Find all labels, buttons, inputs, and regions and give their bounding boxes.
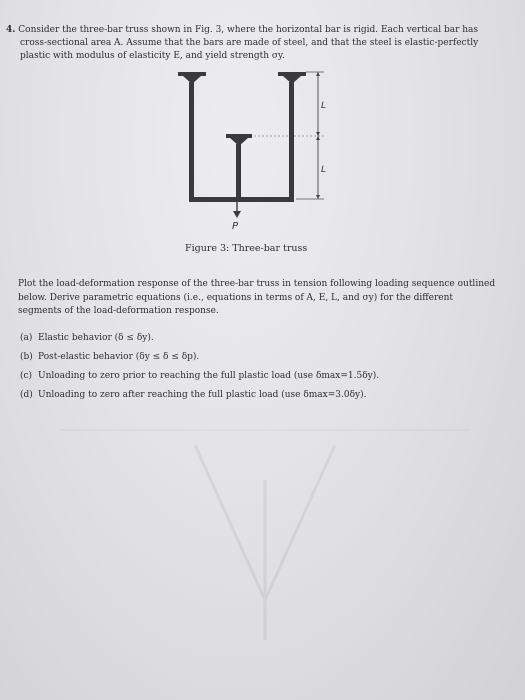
item-text: Unloading to zero after reaching the full plastic load (use δmax=3.0δy).: [38, 390, 367, 400]
task-line-3: segments of the load-deformation response.: [18, 306, 219, 316]
problem-line-1: [6, 24, 512, 37]
problem-text-1: Consider the three-bar truss shown in Fig. 3, where the horizontal bar is rigid. Each vertical bar has: [18, 25, 479, 35]
load-arrow: [233, 202, 241, 218]
length-label-top: L: [321, 101, 327, 111]
task-items-list: [20, 329, 500, 405]
task-line-1: Plot the load-deformation response of the three-bar truss in tension following loading sequence outlined: [18, 279, 496, 289]
problem-statement: [6, 24, 512, 63]
list-item: [20, 329, 500, 348]
three-bar-truss-figure: [168, 60, 338, 230]
item-tag: (d): [20, 390, 33, 400]
list-item: [20, 367, 500, 386]
list-item: [20, 386, 500, 405]
right-bar: [289, 82, 294, 200]
left-bar: [189, 82, 194, 200]
item-tag: (a): [20, 333, 33, 343]
item-tag: (b): [20, 352, 33, 362]
problem-number: 4.: [6, 25, 16, 35]
list-item: [20, 348, 500, 367]
problem-line-2: cross-sectional area A. Assume that the bars are made of steel, and that the steel is elastic-perfectly: [20, 38, 479, 48]
item-text: Unloading to zero prior to reaching the full plastic load (use δmax=1.5δy).: [38, 371, 380, 381]
task-line-2: below. Derive parametric equations (i.e., equations in terms of A, E, L, and σy) for the different: [18, 292, 454, 303]
rigid-bar: [189, 197, 294, 202]
middle-bar: [236, 144, 241, 200]
item-text: Post-elastic behavior (δy ≤ δ ≤ δp).: [38, 352, 200, 362]
task-statement: [18, 278, 512, 319]
item-tag: (c): [20, 371, 33, 381]
length-label-bottom: L: [321, 165, 327, 175]
figure-caption: Figure 3: Three-bar truss: [185, 243, 308, 254]
item-text: Elastic behavior (δ ≤ δy).: [38, 333, 154, 343]
load-label: P: [232, 221, 239, 230]
problem-line-3: plastic with modulus of elasticity E, and yield strength σy.: [20, 51, 285, 61]
